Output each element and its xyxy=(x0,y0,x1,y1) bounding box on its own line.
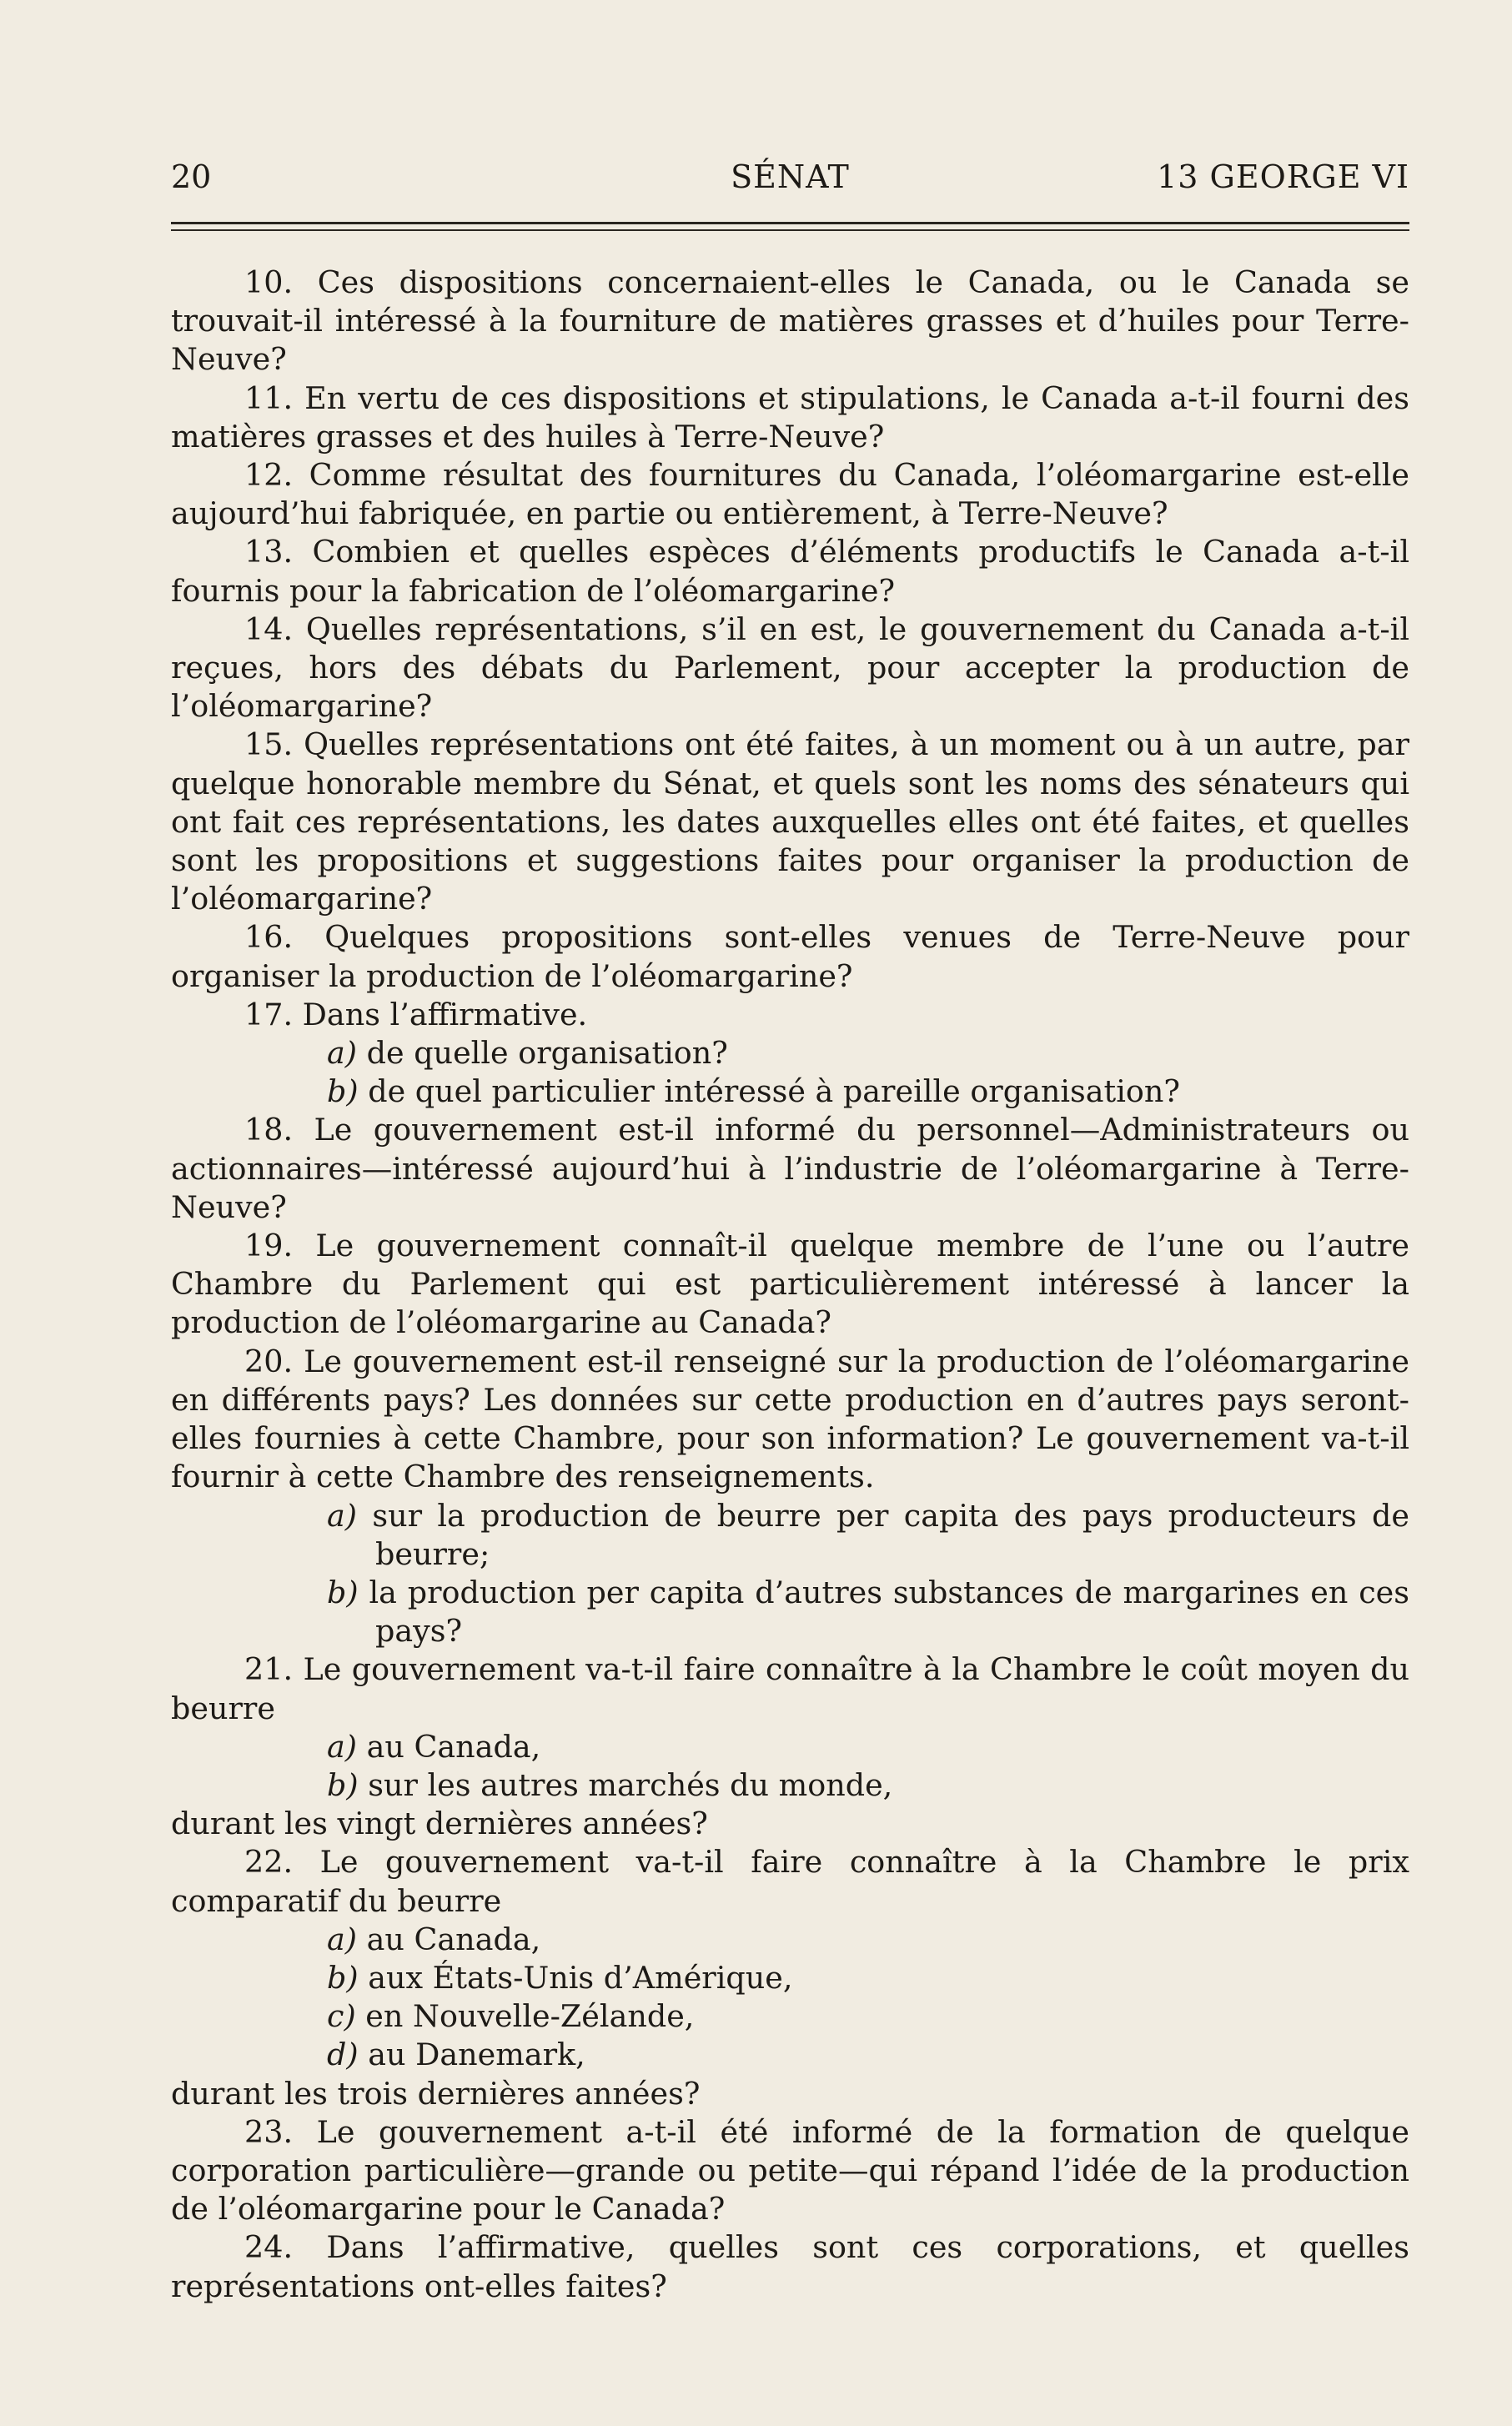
sub-item xyxy=(171,1497,1409,1574)
question-text: Le gouvernement va-t-il faire connaître à la Chambre le coût moyen du beurre xyxy=(171,1651,1409,1726)
sub-item-letter: a) xyxy=(327,1035,358,1072)
sub-item-text: la production per capita d’autres substances de margarines en ces pays? xyxy=(369,1574,1409,1650)
question-number: 16. xyxy=(244,919,294,956)
question-item xyxy=(171,726,1409,918)
sub-item-text: sur la production de beurre per capita des pays producteurs de beurre; xyxy=(372,1497,1409,1572)
question-text: Quelles représentations, s’il en est, le gouvernement du Canada a-t-il reçues, hors des débats du Parlement, pour accepter la production de l’oléomargarine? xyxy=(171,610,1409,725)
question-number: 12. xyxy=(244,457,294,494)
session-label: 13 GEORGE VI xyxy=(1157,158,1409,195)
sub-item-text: au Canada, xyxy=(366,1921,541,1957)
question-text: Dans l’affirmative, quelles sont ces corporations, et quelles représentations ont-elles faites? xyxy=(171,2229,1409,2304)
question-text: Comme résultat des fournitures du Canada, l’oléomargarine est-elle aujourd’hui fabriquée, en partie ou entièrement, à Terre-Neuve? xyxy=(171,457,1410,532)
sub-item-letter: a) xyxy=(327,1921,358,1957)
sub-item xyxy=(171,1997,1409,2036)
question-text: Dans l’affirmative. xyxy=(302,996,588,1032)
sub-item-letter: b) xyxy=(327,1766,359,1803)
question-tail: durant les trois dernières années? xyxy=(171,2075,701,2112)
sub-item-letter: d) xyxy=(327,2037,359,2073)
header-rule-thick xyxy=(171,222,1409,224)
question-item xyxy=(171,2228,1409,2305)
sub-item-letter: a) xyxy=(327,1497,358,1534)
question-number: 14. xyxy=(244,610,294,647)
question-number: 23. xyxy=(244,2113,294,2150)
question-tail: durant les vingt dernières années? xyxy=(171,1806,708,1842)
question-item xyxy=(171,2113,1409,2229)
sub-item-text: sur les autres marchés du monde, xyxy=(368,1766,893,1803)
question-number: 21. xyxy=(244,1651,294,1688)
question-number: 15. xyxy=(244,726,294,763)
sub-item-letter: b) xyxy=(327,1574,359,1610)
question-item xyxy=(171,610,1409,726)
sub-item-text: au Danemark, xyxy=(368,2037,585,2073)
sub-item-text: de quelle organisation? xyxy=(366,1035,728,1072)
sub-item xyxy=(171,1921,1409,1959)
question-item xyxy=(171,1343,1409,1497)
sub-item-letter: b) xyxy=(327,1959,359,1996)
sub-item xyxy=(171,1034,1409,1072)
sub-item-letter: c) xyxy=(327,1998,356,2035)
sub-item xyxy=(171,1728,1409,1766)
header-rule-thin xyxy=(171,229,1409,231)
sub-item-letter: b) xyxy=(327,1073,359,1110)
question-text: Le gouvernement connaît-il quelque membre de l’une ou l’autre Chambre du Parlement qui est particulièrement intéressé à lancer la production de l’oléomargarine au Canada? xyxy=(171,1228,1410,1341)
question-item xyxy=(171,918,1409,995)
question-item xyxy=(171,1650,1409,1727)
question-number: 22. xyxy=(244,1844,294,1881)
sub-item xyxy=(171,1574,1409,1650)
question-item xyxy=(171,379,1409,456)
sub-item xyxy=(171,1072,1409,1111)
question-text: Le gouvernement a-t-il été informé de la formation de quelque corporation particulière—grande ou petite—qui répand l’idée de la production de l’oléomargarine pour le Canada? xyxy=(171,2113,1409,2228)
question-item xyxy=(171,533,1409,610)
question-item xyxy=(171,1227,1409,1343)
sub-item-text: aux États-Unis d’Amérique, xyxy=(368,1959,793,1996)
question-text: En vertu de ces dispositions et stipulations, le Canada a-t-il fourni des matières grasses et des huiles à Terre-Neuve? xyxy=(171,379,1410,455)
question-number: 19. xyxy=(244,1228,294,1264)
question-number: 20. xyxy=(244,1343,294,1379)
sub-item xyxy=(171,1766,1409,1805)
question-number: 11. xyxy=(244,379,294,416)
sub-item-text: en Nouvelle-Zélande, xyxy=(365,1998,695,2035)
question-text: Combien et quelles espèces d’éléments productifs le Canada a-t-il fournis pour la fabrication de l’oléomargarine? xyxy=(171,534,1409,609)
sub-item-text: de quel particulier intéressé à pareille organisation? xyxy=(368,1073,1180,1110)
question-text: Le gouvernement est-il informé du personnel—Administrateurs ou actionnaires—intéressé aujourd’hui à l’industrie de l’oléomargarine à Terre-Neuve? xyxy=(171,1112,1409,1225)
question-number: 17. xyxy=(244,996,294,1032)
question-item xyxy=(171,1843,1409,1920)
question-item xyxy=(171,456,1409,533)
question-number: 13. xyxy=(244,534,294,570)
question-item xyxy=(171,264,1409,379)
question-text: Le gouvernement va-t-il faire connaître à la Chambre le prix comparatif du beurre xyxy=(171,1844,1410,1919)
journal-title: SÉNAT xyxy=(731,158,850,195)
sub-item-text: au Canada, xyxy=(366,1728,541,1765)
question-text: Le gouvernement est-il renseigné sur la production de l’oléomargarine en différents pays? Les données sur cette production en d’autres pays seront-elles fournies à cette Chambre, pour son information? Le gouvernement va-t-il fournir à cette Chambre des renseignements. xyxy=(171,1343,1409,1495)
question-text: Ces dispositions concernaient-elles le Canada, ou le Canada se trouvait-il intéressé à la fourniture de matières grasses et d’huiles pour Terre-Neuve? xyxy=(171,264,1409,378)
question-item xyxy=(171,1111,1409,1227)
question-number: 24. xyxy=(244,2229,294,2266)
sub-item xyxy=(171,2036,1409,2074)
questions-list xyxy=(171,264,1409,2306)
question-text: Quelles représentations ont été faites, à un moment ou à un autre, par quelque honorable membre du Sénat, et quels sont les noms des sénateurs qui ont fait ces représentations, les dates auxquelles elles ont été faites, et quelles sont les propositions et suggestions faites pour organiser la production de l’oléomargarine? xyxy=(171,726,1409,917)
question-item xyxy=(171,996,1409,1034)
question-number: 10. xyxy=(244,264,294,300)
sub-item xyxy=(171,1959,1409,1997)
question-number: 18. xyxy=(244,1112,294,1148)
sub-item-letter: a) xyxy=(327,1728,358,1765)
page-number: 20 xyxy=(171,158,212,195)
question-text: Quelques propositions sont-elles venues de Terre-Neuve pour organiser la production de l’oléomargarine? xyxy=(171,919,1409,994)
